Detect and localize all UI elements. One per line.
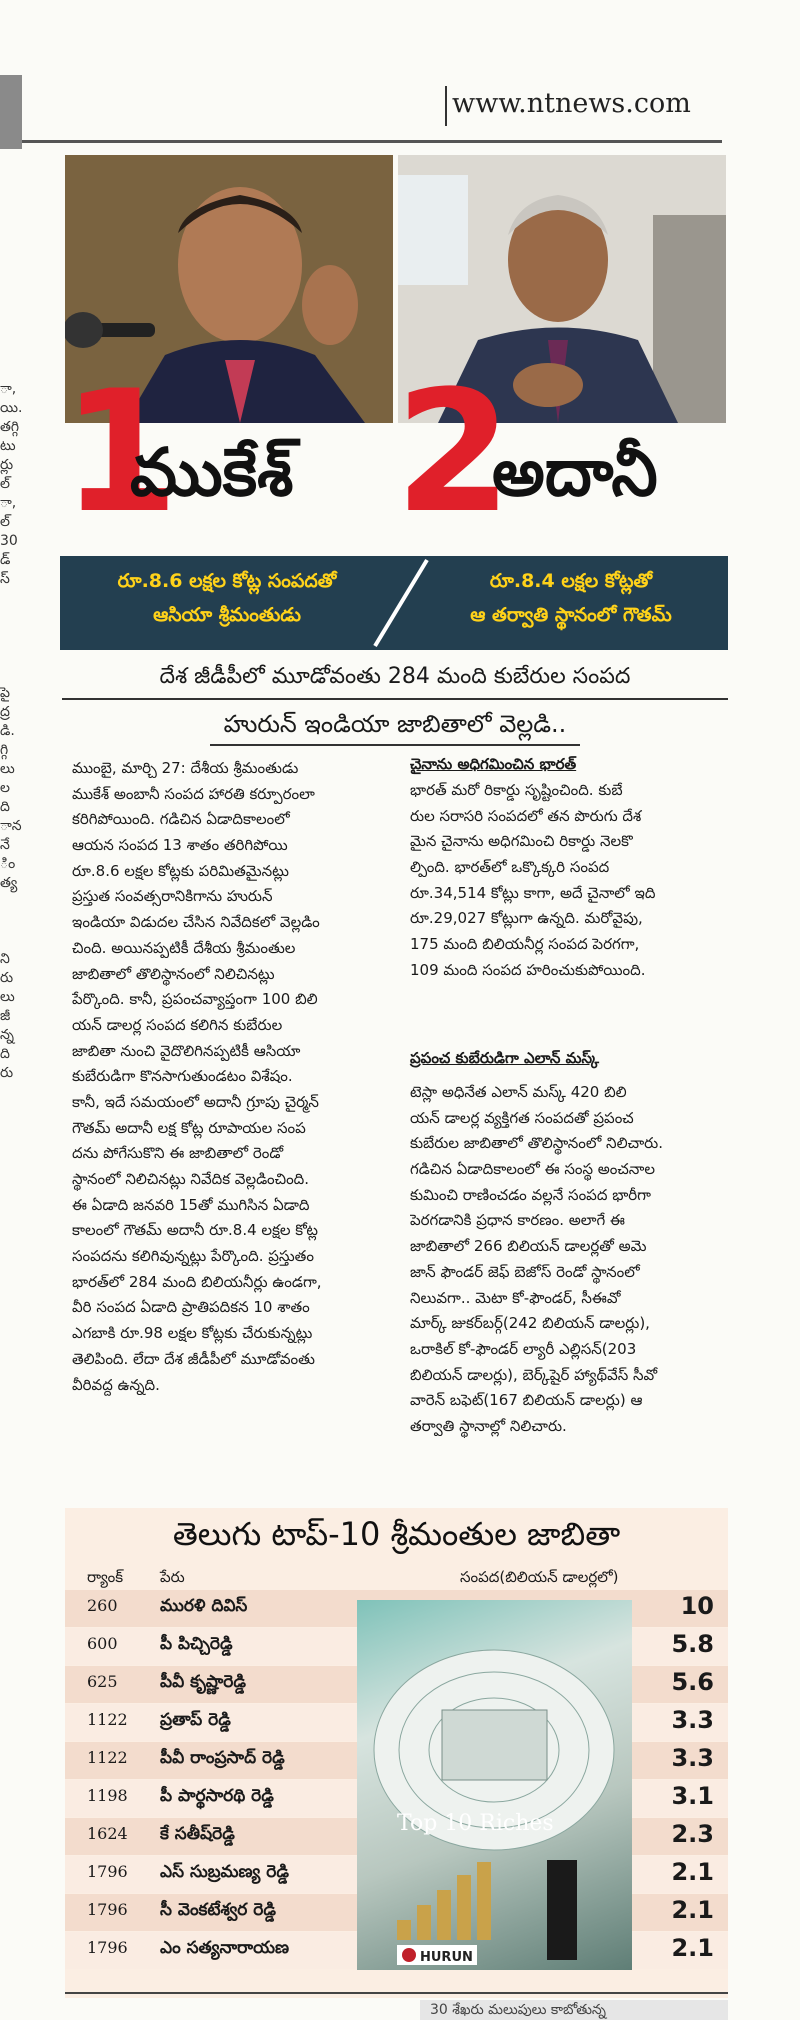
url-separator (445, 86, 447, 126)
left-fragment: డ్ (0, 552, 11, 568)
row-name: పీ పార్థసారథి రెడ్డి (160, 1786, 274, 1806)
left-fragment: ర్లు (0, 457, 14, 473)
row-wealth: 3.1 (671, 1782, 714, 1810)
col-header-rank: ర్యాంక్ (87, 1568, 124, 1586)
article-line: భారత్ మరో రికార్డు సృష్టించింది. కుబే (410, 781, 623, 799)
left-fragment: ా, (0, 381, 17, 397)
row-rank: 1796 (87, 1900, 128, 1919)
rank-one-number: 1 (62, 354, 179, 550)
bottom-rule (65, 1992, 728, 1994)
row-rank: 625 (87, 1672, 118, 1691)
article-line: స్థానంలో నిలిచినట్లు నివేదిక వెల్లడించింది. (72, 1170, 310, 1188)
rank-two-name: అదానీ (492, 434, 658, 511)
article-line: దను పోగేసుకొని ఈ జాబితాలో రెండో (72, 1144, 284, 1163)
left-fragment: త్య (0, 875, 18, 891)
article-line: సంపదను కలిగివున్నట్లు పేర్కొంది. ప్రస్తుతం (72, 1247, 314, 1266)
row-wealth: 2.1 (671, 1896, 714, 1924)
article-line: పేర్కొంది. కానీ, ప్రపంచవ్యాప్తంగా 100 బిలి (72, 990, 318, 1009)
article-line: యన్ డాలర్ల వ్యక్తిగత సంపదతో ప్రపంచ (410, 1108, 634, 1127)
left-fragment: తగ్గి (0, 419, 20, 435)
left-fragment: రు (0, 1065, 14, 1081)
left-fragment: ా, (0, 495, 17, 511)
row-rank: 600 (87, 1634, 118, 1653)
row-wealth: 2.1 (671, 1858, 714, 1886)
article-line: వీరి సంపద ఏడాది ప్రాతిపదికన 10 శాతం (72, 1298, 310, 1317)
header-rule (22, 140, 722, 143)
article-line: కుమించి రాణించడం వల్లనే సంపద భారీగా (410, 1185, 651, 1204)
article-line: గడిచిన ఏడాదికాలంలో ఈ సంస్థ అంచనాల (410, 1160, 655, 1179)
article-line: కరిగిపోయింది. గడిచిన ఏడాదికాలంలో (72, 810, 290, 829)
left-fragment (0, 589, 22, 608)
left-fragment: రు (0, 970, 14, 986)
left-fragment: పై (0, 685, 10, 701)
article-line: వారెన్ బఫెట్(167 బిలియన్ డాలర్లు) ఆ (410, 1391, 643, 1410)
row-wealth: 5.8 (671, 1630, 714, 1658)
article-line: ల్పింది. భారత్‌లో ఒక్కొక్కరి సంపద (410, 858, 610, 877)
rank-one-name: ముకేశ్ (130, 434, 294, 511)
article-line: ఎగబాకి రూ.98 లక్షల కోట్లకు చేరుకున్నట్లు (72, 1324, 313, 1343)
left-fragment: లు (0, 761, 15, 777)
article-line: యన్ డాలర్ల సంపద కలిగిన కుబేరుల (72, 1015, 283, 1034)
left-fragment: ద్ర (0, 704, 10, 720)
row-name: కే సతీష్‌రెడ్డి (160, 1824, 235, 1844)
row-rank: 1624 (87, 1824, 128, 1843)
row-rank: 260 (87, 1596, 118, 1615)
rank-one-subtitle-line1: రూ.8.6 లక్షల కోట్ల సంపదతో (117, 570, 337, 592)
left-fragment: నే (0, 837, 10, 853)
row-rank: 1796 (87, 1862, 128, 1881)
article-line: ఆయన సంపద 13 శాతం తరిగిపోయి (72, 836, 288, 855)
col-header-wealth: సంపద(బిలియన్ డాలర్లలో) (460, 1568, 619, 1586)
article-line: భారత్‌లో 284 మంది బిలియనీర్లు ఉండగా, (72, 1272, 322, 1291)
row-name: మురళి దివిస్ (160, 1596, 248, 1616)
graphic-caption: Top 10 Riches (397, 1811, 554, 1836)
headline-secondary: హురున్ ఇండియా జాబితాలో వెల్లడి.. (223, 710, 567, 738)
article-line: రూ.8.6 లక్షల కోట్లకు పరిమితమైనట్లు (72, 861, 289, 880)
site-url[interactable]: www.ntnews.com (452, 88, 691, 119)
left-fragment: స్ (0, 571, 10, 587)
article-line: కుబేరుడిగా కొనసాగుతుండటం విశేషం. (72, 1067, 293, 1086)
left-fragment: టు (0, 438, 16, 454)
article-line: బిలియన్ డాలర్లు), బెర్క్‌షైర్ హ్యాథ్‌వేస్ సీవో (410, 1365, 658, 1384)
article-line: వీరివద్ద ఉన్నది. (72, 1375, 160, 1394)
row-wealth: 10 (680, 1592, 714, 1620)
article-line: జాబితా నుంచి వైదొలిగినప్పటికీ ఆసియా (72, 1041, 301, 1060)
rank-one-subtitle (62, 564, 392, 632)
left-fragment: ాన (0, 818, 22, 834)
left-fragment: ిం (0, 856, 16, 872)
article-left-column (72, 756, 392, 1398)
hurun-logo: HURUN (420, 1950, 473, 1965)
left-fragment (0, 608, 22, 627)
article-line: తెలిపింది. లేదా దేశ జీడీపీలో మూడోవంతు (72, 1349, 315, 1368)
article-line: గౌతమ్ అదానీ లక్ష కోట్ల రూపాయల సంప (72, 1118, 306, 1137)
headline-rule (62, 698, 728, 700)
col-header-name: పేరు (160, 1568, 185, 1586)
row-wealth: 3.3 (671, 1744, 714, 1772)
left-fragment (0, 646, 22, 665)
row-wealth: 3.3 (671, 1706, 714, 1734)
article-right-section-musk (410, 1080, 728, 1440)
left-fragment (0, 665, 22, 684)
left-fragment (0, 912, 22, 931)
headline-secondary-rule (210, 744, 580, 746)
article-line: జాన్ ఫౌండర్ జెఫ్ బెజోస్ రెండో స్థానంలో (410, 1262, 640, 1281)
left-fragment: ల (0, 780, 10, 796)
left-fragment: జీ (0, 1008, 11, 1024)
article-line: ముకేశ్ అంబానీ సంపద హారతి కర్పూరంలా (72, 784, 315, 803)
article-line: రూ.29,027 కోట్లుగా ఉన్నది. మరోవైపు, (410, 909, 643, 928)
rank-two-number: 2 (395, 354, 512, 550)
left-fragment: ల్ (0, 514, 10, 530)
article-line: ముంబై, మార్చి 27: దేశీయ శ్రీమంతుడు (72, 759, 299, 777)
article-line: ఒరాకిల్ కో-ఫౌండర్ ల్యారీ ఎల్లిసన్(203 (410, 1339, 637, 1358)
row-name: సీ వెంకటేశ్వర రెడ్డి (160, 1900, 276, 1920)
article-line: జాబితాలో తొలిస్థానంలో నిలిచినట్లు (72, 964, 275, 983)
article-line: కాలంలో గౌతమ్ అదానీ రూ.8.4 లక్షల కోట్ల (72, 1221, 318, 1240)
left-fragment: ది (0, 799, 10, 815)
article-line: రుల సరాసరి సంపదలో తన పొరుగు దేశ (410, 806, 642, 825)
left-fragment: ల్ (0, 476, 10, 492)
row-name: పీవీ రాంప్రసాద్ రెడ్డి (160, 1748, 285, 1768)
article-line: జాబితాలో 266 బిలియన్ డాలర్లతో అమె (410, 1237, 647, 1256)
left-margin-bar (0, 75, 22, 149)
article-line: తర్వాతి స్థానాల్లో నిలిచారు. (410, 1416, 567, 1435)
left-fragment: న్న (0, 1027, 14, 1043)
article-line: మైన చైనాను అధిగమించి రికార్డు నెలకొ (410, 832, 633, 851)
rank-two-subtitle-line1: రూ.8.4 లక్షల కోట్లతో (489, 570, 653, 592)
article-line: పెరగడానికి ప్రధాన కారణం. అలాగే ఈ (410, 1211, 625, 1230)
left-fragment: ది (0, 1046, 10, 1062)
row-rank: 1796 (87, 1938, 128, 1957)
top10-table-title: తెలుగు టాప్-10 శ్రీమంతుల జాబితా (172, 1515, 621, 1553)
row-wealth: 2.1 (671, 1934, 714, 1962)
row-name: ఎం సత్యనారాయణ (160, 1938, 289, 1958)
left-fragment (0, 931, 22, 950)
left-fragment: డి. (0, 723, 15, 739)
row-rank: 1198 (87, 1786, 128, 1805)
rank-one-subtitle-line2: ఆసియా శ్రీమంతుడు (153, 604, 301, 626)
row-wealth: 5.6 (671, 1668, 714, 1696)
left-fragment: ని (0, 951, 10, 967)
article-line: రూ.34,514 కోట్లు కాగా, అదే చైనాలో ఇది (410, 883, 656, 902)
article-line: ప్రస్తుత సంవత్సరానికిగాను హురున్ (72, 887, 273, 906)
row-rank: 1122 (87, 1710, 128, 1729)
rank-two-subtitle-line2: ఆ తర్వాతి స్థానంలో గౌతమ్ (470, 604, 672, 626)
article-line: చింది. అయినప్పటికీ దేశీయ శ్రీమంతుల (72, 938, 296, 957)
article-line: 175 మంది బిలియనీర్ల సంపద పెరగగా, (410, 935, 640, 954)
money-graphic (357, 1600, 632, 1970)
article-line: 109 మంది సంపద హరించుకుపోయింది. (410, 960, 646, 979)
left-fragment: గ్గి (0, 742, 9, 758)
left-fragment: 30 (0, 533, 18, 549)
section-heading-musk: ప్రపంచ కుబేరుడిగా ఎలాన్ మస్క్ (410, 1049, 600, 1067)
article-line: ఈ ఏడాది జనవరి 15తో ముగిసిన ఏడాది (72, 1195, 310, 1214)
row-name: పీ పిచ్చిరెడ్డి (160, 1634, 233, 1654)
article-line: ఇండియా విడుదల చేసిన నివేదికలో వెల్లడిం (72, 913, 320, 932)
left-fragment (0, 627, 22, 646)
article-line: నిలువగా.. మెటా కో-ఫౌండర్, సీఈవో (410, 1288, 621, 1307)
row-name: ప్రతాప్ రెడ్డి (160, 1710, 231, 1730)
article-line: టెస్లా అధినేత ఎలాన్ మస్క్ 420 బిలి (410, 1083, 627, 1101)
row-name: పీవీ కృష్ణారెడ్డి (160, 1672, 246, 1692)
left-fragment: యి. (0, 400, 22, 416)
left-column-fragments (0, 380, 22, 1083)
article-right-section-china (410, 778, 728, 984)
article-line: కుబేరుల జాబితాలో తొలిస్థానంలో నిలిచారు. (410, 1134, 663, 1153)
left-fragment (0, 893, 22, 912)
row-wealth: 2.3 (671, 1820, 714, 1848)
article-line: మార్క్ జుకర్‌బర్గ్(242 బిలియన్ డాలర్లు), (410, 1314, 650, 1333)
article-line: కానీ, ఇదే సమయంలో అదానీ గ్రూపు చైర్మన్ (72, 1092, 319, 1111)
rank-two-subtitle (418, 564, 724, 632)
headline-primary: దేశ జీడీపీలో మూడోవంతు 284 మంది కుబేరుల సంపద (159, 664, 631, 689)
row-rank: 1122 (87, 1748, 128, 1767)
footer-fragment: 30 శేఖరు మలుపులు కాబోతున్న (420, 2000, 728, 2020)
row-name: ఎస్ సుబ్రమణ్య రెడ్డి (160, 1862, 289, 1882)
section-heading-china: చైనాను అధిగమించిన భారత్ (410, 755, 577, 773)
left-fragment: లు (0, 989, 15, 1005)
